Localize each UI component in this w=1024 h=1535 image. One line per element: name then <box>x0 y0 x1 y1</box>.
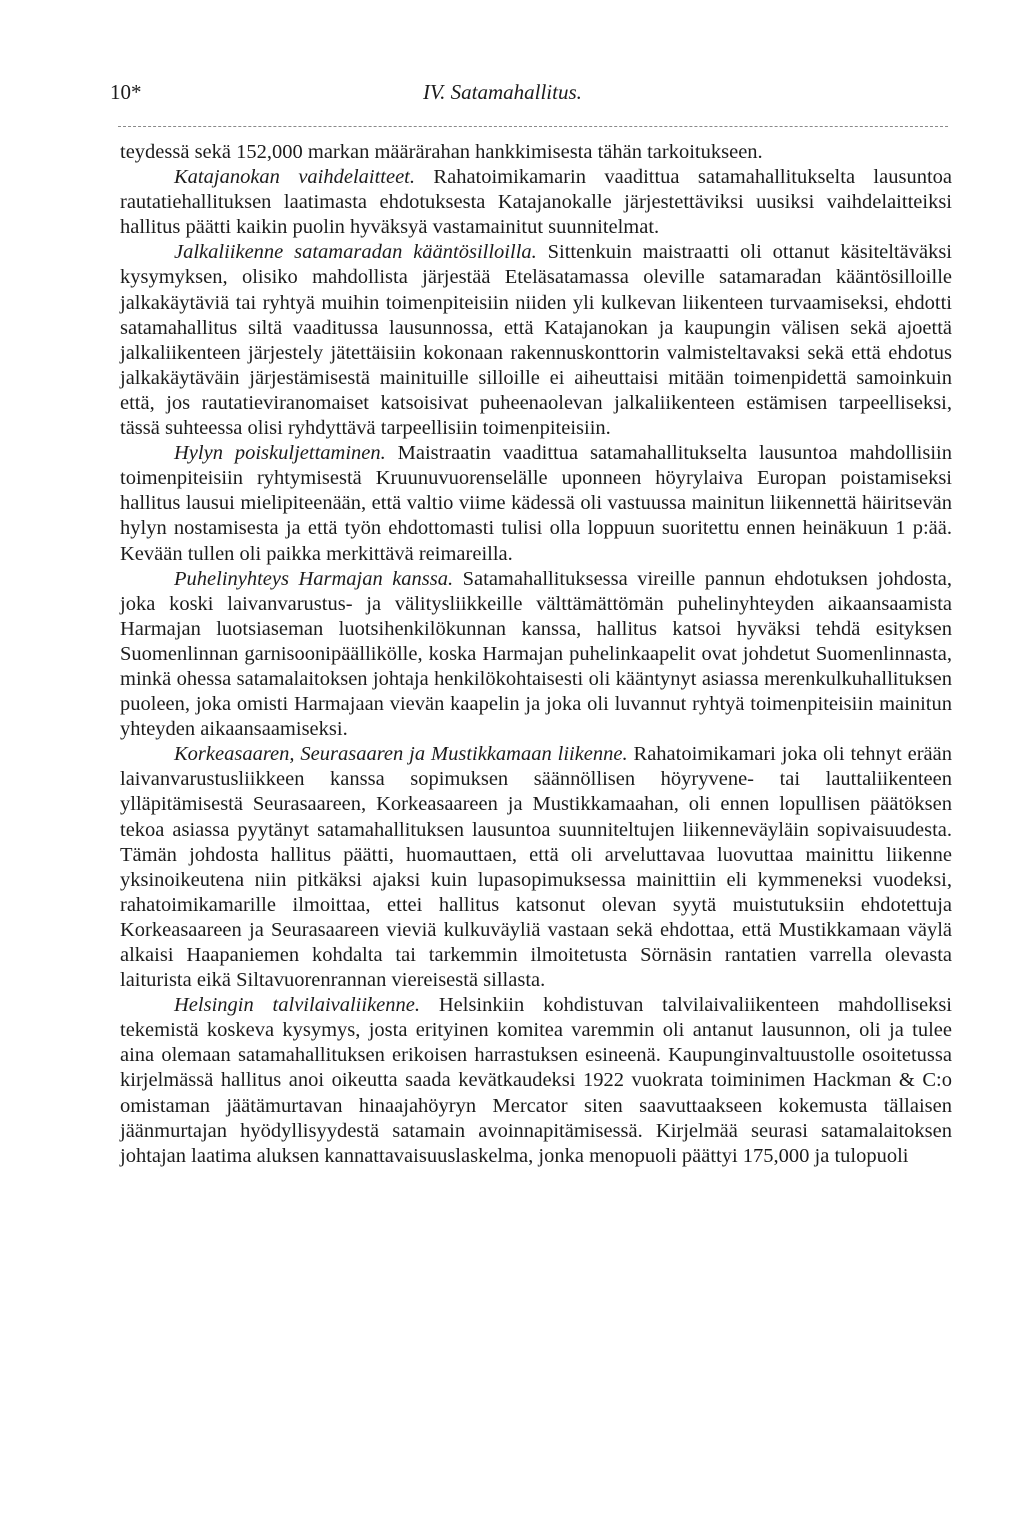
paragraph-lead: Korkeasaaren, Seurasaaren ja Mustikkamaan liikenne. <box>174 743 634 766</box>
paragraph <box>120 441 952 566</box>
paragraph-text: Maistraatin vaadittua satamahallitukselta lausuntoa mahdollisiin toimenpiteisiin ryhtymisestä Kruunuvuorenselälle uponneen höyrylaiva Europan poistamiseksi hallitus lausui mielipiteenään, että valtio viime kädessä oli vastuussa mainitun liikennettä häiritsevän hylyn nostamisesta ja että työn ehdottomasti tulisi olla loppuun suoritettu ennen heinäkuun 1 p:ää. Kevään tullen oli paikka merkittävä reimareilla. <box>120 442 952 565</box>
paragraph-lead: Helsingin talvilaivaliikenne. <box>174 994 439 1017</box>
paragraph <box>120 567 952 743</box>
paragraph <box>120 993 952 1169</box>
paragraph-text: Helsinkiin kohdistuvan talvilaivaliikenteen mahdolliseksi tekemistä koskeva kysymys, josta erityinen komitea varemmin oli antanut lausunnon, oli ja tulee aina olemaan satamahallituksen erikoisen harrastuksen esineenä. Kaupunginvaltuustolle osoitetussa kirjelmässä hallitus anoi oikeutta saada kevätkaudeksi 1922 vuokrata toiminimen Hackman & C:o omistaman jäätämurtavan hinaajahöyryn Mercator siten saavuttaakseen kokemusta tällaisen jäänmurtajan hyödyllisyydestä satamain avoinnapitämisessä. Kirjelmää seurasi satamalaitoksen johtajan laatima aluksen kannattavaisuuslaskelma, jonka menopuoli päättyi 175,000 ja tulopuoli <box>120 994 952 1167</box>
paragraph-lead: Puhelinyhteys Harmajan kanssa. <box>174 567 463 590</box>
page-number: 10* <box>110 80 142 104</box>
paragraph-lead: Jalkaliikenne satamaradan kääntösilloilla. <box>174 241 548 264</box>
body-text <box>120 140 952 1169</box>
paragraph-text: teydessä sekä 152,000 markan määrärahan hankkimisesta tähän tarkoitukseen. <box>120 141 763 163</box>
page-header <box>110 80 950 110</box>
paragraph-text: Satamahallituksessa vireille pannun ehdotuksen johdosta, joka koski laivanvarustus- ja välitysliikkeille välttämättömän puhelinyhteyden aikaansaamista Harmajan luotsiaseman luotsihenkilökunnan kanssa, hallitus katsoi hyväksi tehdä esityksen Suomenlinnan garnisoonipäällikölle, koska Harmajan puhelinkaapelit ovat johdetut Suomenlinnasta, minkä ohessa satamalaitoksen johtaja henkilökohtaisesti oli kääntynyt asiassa merenkulkuhallituksen puoleen, joka omisti Harmajaan vievän kaapelin ja joka oli luvannut ryhtyä toimenpiteisiin mainitun yhteyden aikaansaamiseksi. <box>120 567 952 741</box>
paragraph-text: Sittenkuin maistraatti oli ottanut käsiteltäväksi kysymyksen, olisiko mahdollista järjestää Eteläsatamassa oleville satamaradan kääntösilloille jalkakäytäviä tai ryhtyä muihin toimenpiteisiin niiden yli kulkevan liikenteen turvaamiseksi, ehdotti satamahallitus siltä vaaditussa lausunnossa, että Katajanokan ja kaupungin välisen sekä ajoettä jalkaliikenteen järjestely jätettäisiin kokonaan rakennuskonttorin valmisteltavaksi sekä että ehdotus jalkakäytäväin järjestämisestä mainituille silloille ei aiheuttaisi mitään toimenpidettä samoinkuin että, jos rautatieviranomaiset katsoisivat puheenaolevan jalkaliikenteen estämisen tarpeelliseksi, tässä suhteessa olisi ryhdyttävä tarpeellisiin toimenpiteisiin. <box>120 241 952 440</box>
paragraph <box>120 165 952 240</box>
paragraph-lead: Hylyn poiskuljettaminen. <box>174 442 398 465</box>
paragraph-text: Rahatoimikamarin vaadittua satamahallitukselta lausuntoa rautatiehallituksen laatimasta ehdotuksesta Katajanokalle järjestettäviksi uusiksi vaihdelaitteiksi hallitus päätti kaikin puolin hyväksyä vastamainitut suunnitelmat. <box>120 166 953 239</box>
paragraph <box>120 240 952 441</box>
paragraph <box>120 140 952 165</box>
running-title: IV. Satamahallitus. <box>423 80 582 104</box>
paragraph-text: Rahatoimikamari joka oli tehnyt erään laivanvarustusliikkeen kanssa sopimuksen säännöllisen höyryvene- tai lauttaliikenteen ylläpitämisestä Seurasaareen, Korkeasaareen ja Mustikkamaahan, oli ennen lopullisen päätöksen tekoa asiassa pyytänyt satamahallituksen lausuntoa suunniteltujen liikenneväyläin sopivaisuudesta. Tämän johdosta hallitus päätti, huomauttaen, että oli arveluttavaa luovuttaa mainittu liikenne yksinoikeutena niin pitkäksi ajaksi kuin lupasopimuksessa mainittiin eli kymmeneksi vuodeksi, rahatoimikamarille ilmoittaa, ettei hallitus katsonut olevan syytä muistutuksiin ehdotettuja Korkeasaareen ja Seurasaareen vieviä kulkuväyliä vastaan sekä ehdottaa, että Mustikkamaan väylä alkaisi Haapaniemen kohdalta tai tarkemmin ilmoitetusta Sörnäsin rantatien varrella olevasta laiturista eikä Siltavuorenrannan viereisestä sillasta. <box>120 743 952 992</box>
paragraph <box>120 742 952 993</box>
header-rule <box>118 126 948 127</box>
paragraph-lead: Katajanokan vaihdelaitteet. <box>174 166 434 189</box>
